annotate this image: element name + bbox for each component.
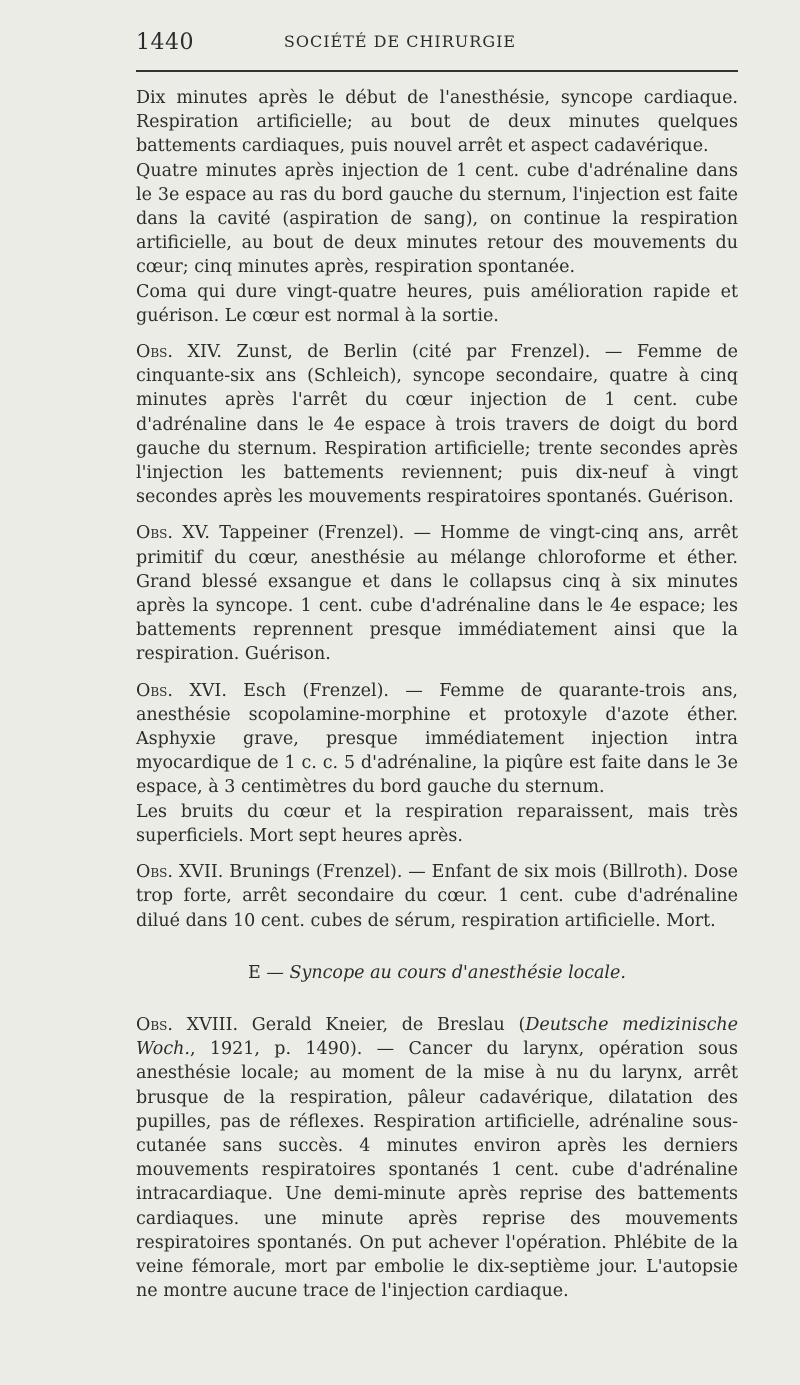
observation-18-text-a: XVIII. Gerald Kneier, de Breslau ( [186, 1014, 526, 1035]
obs-label: Obs. [136, 342, 173, 363]
section-title: Syncope au cours d'anesthésie locale. [289, 962, 626, 983]
paragraph-1: Dix minutes après le début de l'anesthésie, syncope cardiaque. Respiration artificielle; au bout de deux minutes quelques battements cardiaques, puis nouvel arrêt et aspect cadavérique. [136, 88, 738, 157]
obs-label: Obs. [136, 680, 173, 701]
observation-15-text: XV. Tappeiner (Frenzel). — Homme de vingt-cinq ans, arrêt primitif du cœur, anesthésie au mélange chloroforme et éther. Grand blessé exsangue et dans le collapsus cinq à six minutes après la syncope. 1 cent. cube d'adrénaline dans le 4e espace; les battements reprennent presque immédiatement ainsi que la respiration. Guérison. [136, 523, 738, 665]
observation-17 [136, 860, 738, 933]
paragraph-2: Quatre minutes après injection de 1 cent. cube d'adrénaline dans le 3e espace au ras du bord gauche du sternum, l'injection est faite dans la cavité (aspiration de sang), on continue la respiration artificielle, au bout de deux minutes retour des mouvements du cœur; cinq minutes après, respiration spontanée. [136, 160, 738, 278]
observation-16-continued: Les bruits du cœur et la respiration reparaissent, mais très superficiels. Mort sept heures après. [136, 801, 738, 846]
observation-18-text-b: , 1921, p. 1490). — Cancer du larynx, opération sous anesthésie locale; au moment de la mise à nu du larynx, arrêt brusque de la respiration, pâleur cadavérique, dilatation des pupilles, pas de réflexes. Respiration artificielle, adrénaline sous-cutanée sans succès. 4 minutes environ après les derniers mouvements respiratoires spontanés 1 cent. cube d'adrénaline intracardiaque. Une demi-minute après reprise des battements cardiaques. une minute après reprise des mouvements respiratoires spontanés. On put achever l'opération. Phlébite de la veine fémorale, mort par embolie le dix-septième jour. L'autopsie ne montre aucune trace de l'injection cardiaque. [136, 1039, 738, 1302]
page-number: 1440 [136, 30, 194, 55]
paragraph-3: Coma qui dure vingt-quatre heures, puis amélioration rapide et guérison. Le cœur est normal à la sortie. [136, 281, 738, 326]
obs-label: Obs. [136, 523, 173, 544]
section-letter: E — [248, 962, 284, 983]
observation-14 [136, 340, 738, 509]
observation-17-text: XVII. Brunings (Frenzel). — Enfant de six mois (Billroth). Dose trop forte, arrêt secondaire du cœur. 1 cent. cube d'adrénaline dilué dans 10 cent. cubes de sérum, respiration artificielle. Mort. [136, 862, 738, 931]
observation-16-text: XVI. Esch (Frenzel). — Femme de quarante-trois ans, anesthésie scopolamine-morphine et protoxyle d'azote éther. Asphyxie grave, presque immédiatement injection intra myocardique de 1 c. c. 5 d'adrénaline, la piqûre est faite dans le 3e espace, à 3 centimètres du bord gauche du sternum. [136, 680, 738, 798]
observation-18 [136, 1013, 738, 1303]
section-heading [136, 961, 738, 985]
running-title: SOCIÉTÉ DE CHIRURGIE [283, 32, 517, 51]
obs-label: Obs. [136, 862, 173, 883]
header-rule [136, 70, 738, 72]
observation-15 [136, 521, 738, 666]
observation-16 [136, 679, 738, 800]
body-text [136, 86, 738, 1303]
observation-14-text: XIV. Zunst, de Berlin (cité par Frenzel). — Femme de cinquante-six ans (Schleich), syncope secondaire, quatre à cinq minutes après l'arrêt du cœur injection de 1 cent. cube d'adrénaline dans le 4e espace à trois travers de doigt du bord gauche du sternum. Respiration artificielle; trente secondes après l'injection les battements reviennent; puis dix-neuf à vingt secondes après les mouvements respiratoires spontanés. Guérison. [136, 342, 738, 508]
obs-label: Obs. [136, 1014, 173, 1035]
journal-title: Deutsche medizinische Woch. [136, 1014, 738, 1060]
